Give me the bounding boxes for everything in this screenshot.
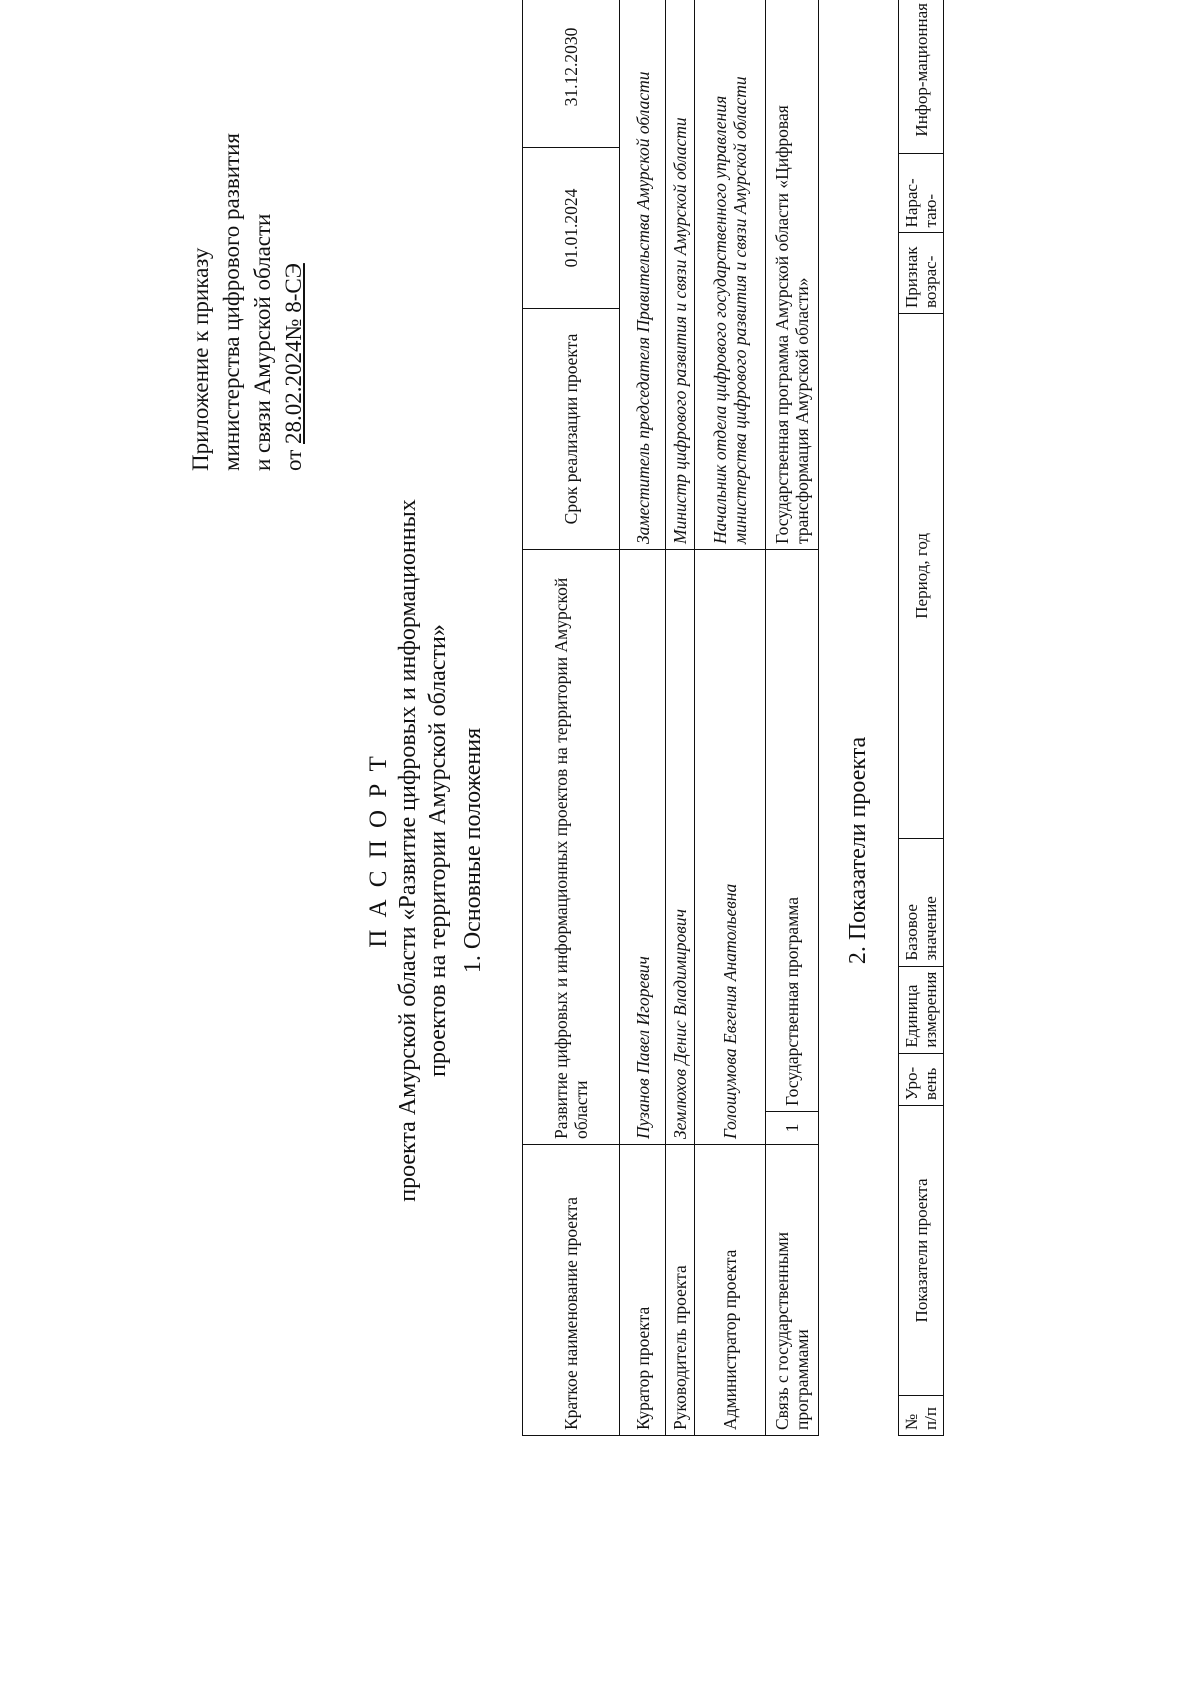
admin-label: Администратор проекта [695, 1145, 766, 1436]
document-subtitle [393, 0, 453, 1701]
term-label: Срок реализации проекта [523, 309, 620, 550]
main-provisions-table [522, 0, 819, 1436]
curator-label: Куратор проекта [620, 1145, 666, 1436]
curator-position: Заместитель председателя Правительства Амурской области [620, 0, 666, 550]
col-base: Базовое значение [899, 838, 944, 966]
table-row [620, 0, 666, 1436]
col-period: Период, год [899, 313, 944, 838]
programs-label: Связь с государственными программами [766, 1145, 819, 1436]
appendix-line-3: и связи Амурской области [250, 213, 275, 471]
table-row [666, 0, 695, 1436]
appendix-line-2: министерства цифрового развития [219, 133, 244, 471]
short-name-value: Развитие цифровых и информационных проектов на территории Амурской области [523, 550, 620, 1145]
appendix-number: № 8-СЭ [281, 263, 306, 341]
subtitle-line-2: проектов на территории Амурской области» [425, 624, 451, 1077]
appendix-line-4 [278, 111, 309, 471]
curator-name: Пузанов Павел Игоревич [620, 550, 666, 1145]
head-name: Землюхов Денис Владимирович [666, 550, 695, 1145]
col-indicators: Показатели проекта [899, 1106, 944, 1396]
section-2-title: 2. Показатели проекта [845, 736, 871, 965]
term-start: 01.01.2024 [523, 148, 620, 309]
subtitle-line-1: проекта Амурской области «Развитие цифровых и информационных [395, 499, 421, 1202]
section-1-title: 1. Основные положения [460, 727, 486, 974]
admin-position: Начальник отдела цифрового государственного управления министерства цифрового развития и связи Амурской области [695, 0, 766, 550]
document-title: П А С П О Р Т [365, 753, 392, 948]
table-row [695, 0, 766, 1436]
short-name-label: Краткое наименование проекта [523, 1145, 620, 1436]
term-end: 31.12.2030 [523, 0, 620, 148]
programs-type: Государственная программа [766, 550, 819, 1112]
programs-value: Государственная программа Амурской области «Цифровая трансформация Амурской области» [766, 0, 819, 550]
table-row [766, 0, 819, 1436]
col-unit: Единица измерения [899, 966, 944, 1053]
appendix-line-1: Приложение к приказу [188, 247, 213, 471]
table-header-row [899, 0, 944, 1436]
col-level: Уро-вень [899, 1053, 944, 1106]
col-sign: Признак возрас- [899, 233, 944, 314]
appendix-date: 28.02.2024 [281, 340, 306, 444]
head-label: Руководитель проекта [666, 1145, 695, 1436]
indicators-table [898, 0, 944, 1436]
programs-number: 1 [766, 1112, 819, 1145]
appendix-prefix: от [281, 444, 306, 471]
table-row [523, 0, 620, 1436]
col-cumulative: Нарас-таю- [899, 153, 944, 233]
head-position: Министр цифрового развития и связи Амурской области [666, 0, 695, 550]
col-info: Инфор-мационная [899, 0, 944, 153]
admin-name: Голошумова Евгения Анатольевна [695, 550, 766, 1145]
appendix-note [185, 111, 309, 471]
col-num: № п/п [899, 1395, 944, 1435]
